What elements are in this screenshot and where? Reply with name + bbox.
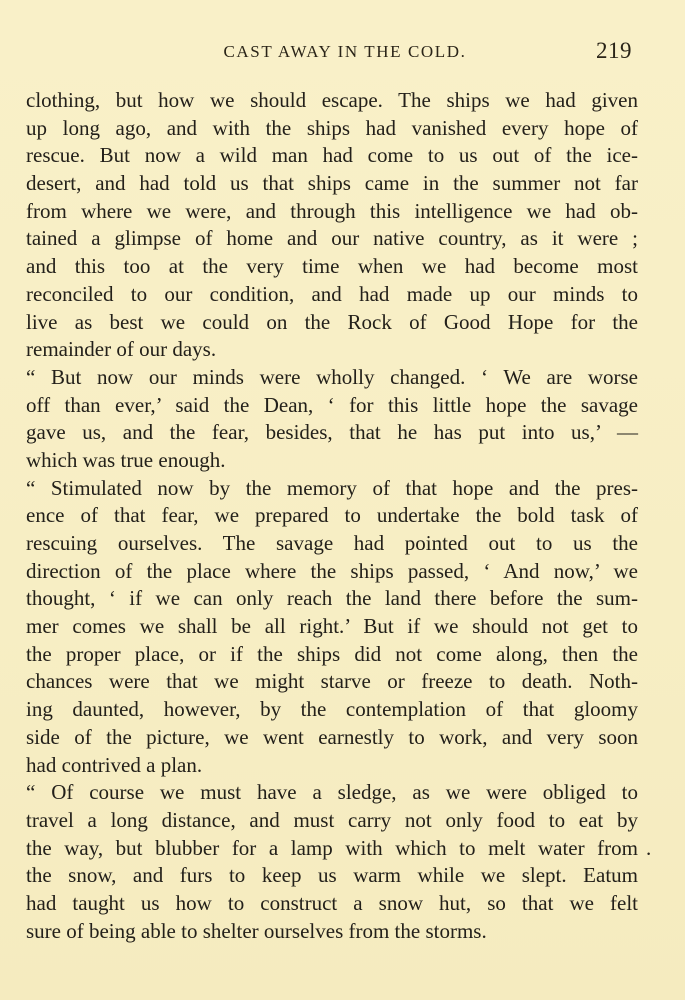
stray-ink-mark: . bbox=[646, 836, 652, 860]
text-line: mer comes we shall be all right.’ But if we should not get to bbox=[26, 614, 638, 639]
text-line: “ But now our minds were wholly changed. ‘ We are worse bbox=[26, 364, 638, 389]
text-line: had taught us how to construct a snow hut, so that we felt bbox=[26, 890, 638, 915]
paragraph bbox=[26, 779, 638, 945]
text-line: thought, ‘ if we can only reach the land there before the sum- bbox=[26, 586, 638, 611]
paragraph bbox=[26, 87, 638, 364]
text-line: which was true enough. bbox=[26, 447, 226, 472]
text-line: off than ever,’ said the Dean, ‘ for this little hope the savage bbox=[26, 392, 638, 417]
text-line: reconciled to our condition, and had made up our minds to bbox=[26, 281, 638, 306]
text-line: rescuing ourselves. The savage had pointed out to us the bbox=[26, 531, 638, 555]
text-line: gave us, and the fear, besides, that he has put into us,’ — bbox=[26, 420, 638, 445]
body-text bbox=[26, 87, 638, 945]
text-line: and this too at the very time when we had become most bbox=[26, 254, 638, 279]
text-line: travel a long distance, and must carry not only food to eat by bbox=[26, 807, 638, 832]
text-line: side of the picture, we went earnestly to work, and very soon bbox=[26, 724, 638, 749]
page-number: 219 bbox=[596, 38, 632, 63]
paragraph bbox=[26, 364, 638, 475]
text-line: the proper place, or if the ships did not come along, then the bbox=[26, 641, 638, 666]
paragraph bbox=[26, 475, 638, 780]
text-line: tained a glimpse of home and our native country, as it were ; bbox=[26, 226, 638, 251]
text-line: rescue. But now a wild man had come to us out of the ice- bbox=[26, 143, 638, 168]
text-line: “ Stimulated now by the memory of that hope and the pres- bbox=[26, 475, 638, 500]
text-line: desert, and had told us that ships came in the summer not far bbox=[26, 171, 638, 196]
text-line: sure of being able to shelter ourselves from the storms. bbox=[26, 918, 487, 943]
text-line: up long ago, and with the ships had vanished every hope of bbox=[26, 115, 638, 140]
text-line: the way, but blubber for a lamp with which to melt water from bbox=[26, 835, 638, 860]
text-line: had contrived a plan. bbox=[26, 752, 203, 777]
text-line: ing daunted, however, by the contemplation of that gloomy bbox=[26, 697, 638, 722]
text-line: “ Of course we must have a sledge, as we were obliged to bbox=[26, 780, 638, 805]
text-line: the snow, and furs to keep us warm while we slept. Eatum bbox=[26, 863, 638, 888]
text-line: from where we were, and through this intelligence we had ob- bbox=[26, 198, 638, 223]
text-line: clothing, but how we should escape. The ships we had given bbox=[26, 88, 638, 112]
text-line: ence of that fear, we prepared to undertake the bold task of bbox=[26, 503, 638, 528]
running-head-title: CAST AWAY IN THE COLD. bbox=[223, 42, 467, 61]
text-line: live as best we could on the Rock of Good Hope for the bbox=[26, 309, 638, 334]
text-line: remainder of our days. bbox=[26, 337, 217, 362]
text-line: chances were that we might starve or freeze to death. Noth- bbox=[26, 669, 638, 694]
text-line: direction of the place where the ships passed, ‘ And now,’ we bbox=[26, 558, 638, 583]
running-head bbox=[28, 38, 632, 68]
